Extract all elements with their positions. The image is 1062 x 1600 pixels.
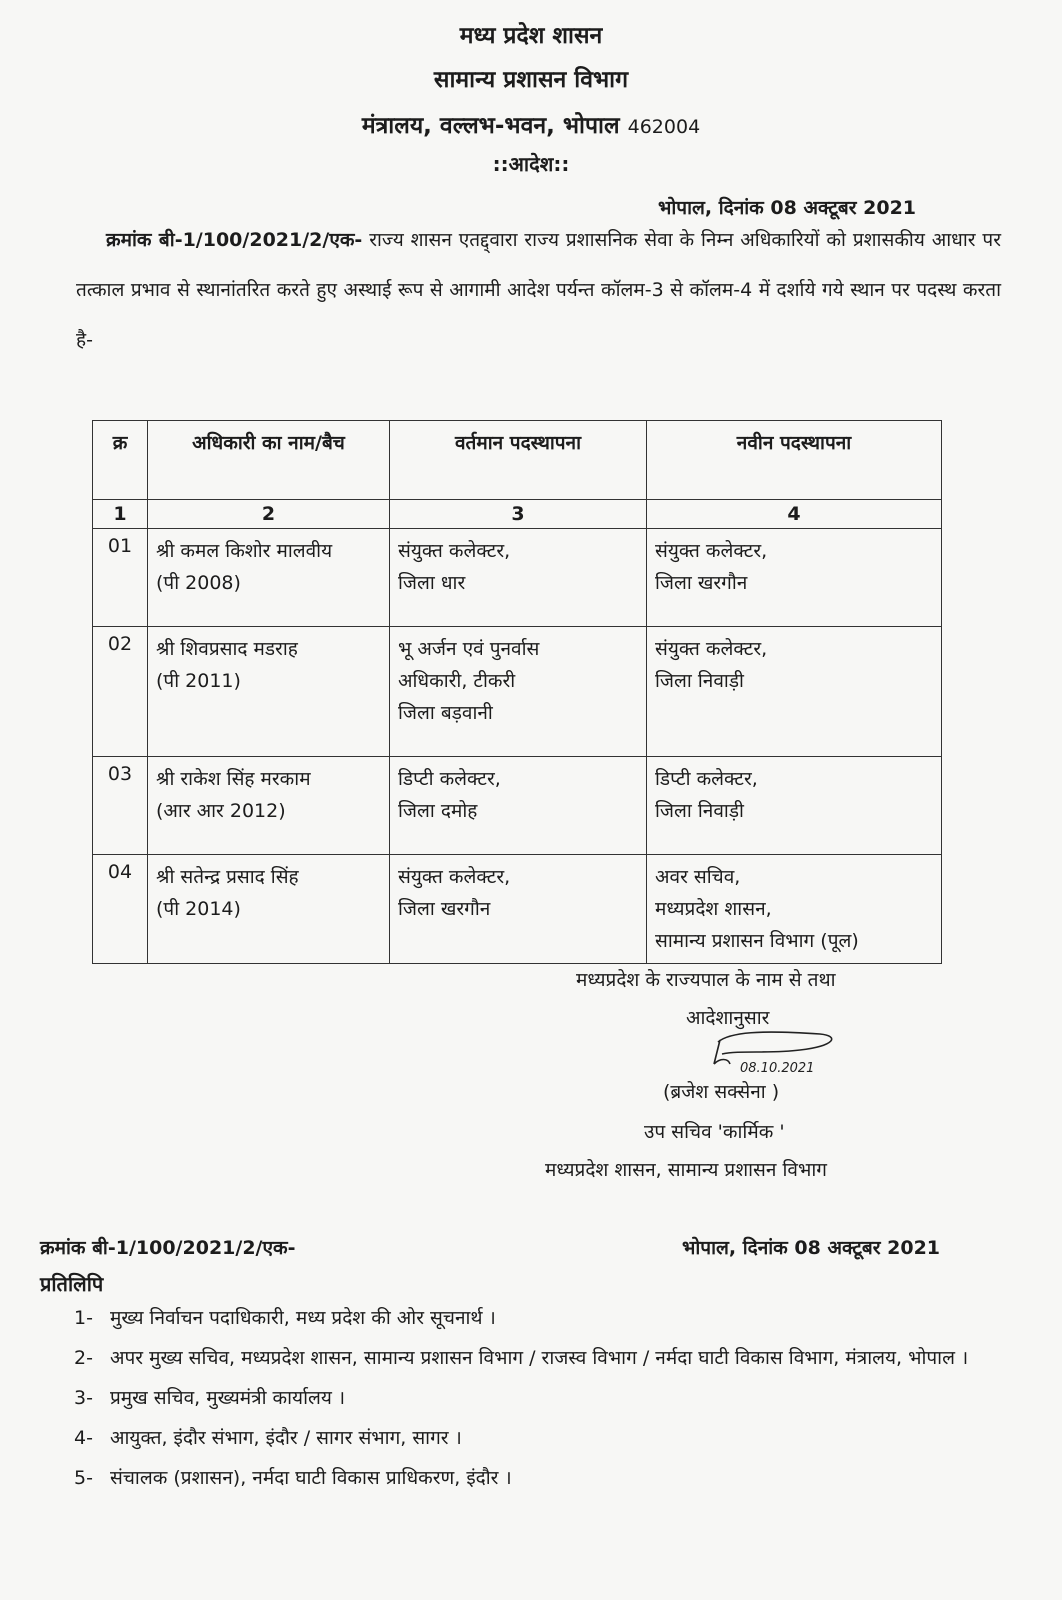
row-officer — [148, 627, 390, 757]
posting-line: भू अर्जन एवं पुनर्वास — [398, 638, 540, 660]
row-officer — [148, 855, 390, 964]
posting-line: जिला बड़वानी — [398, 702, 493, 724]
signatory-department: मध्यप्रदेश शासन, सामान्य प्रशासन विभाग — [545, 1159, 827, 1181]
officer-batch: (पी 2008) — [156, 572, 241, 594]
header-pin: 462004 — [627, 116, 701, 138]
table-row — [93, 627, 942, 757]
signature-authority-line: मध्यप्रदेश के राज्यपाल के नाम से तथा — [576, 969, 836, 991]
header-current-posting: वर्तमान पदस्थापना — [390, 421, 647, 500]
copy-date: भोपाल, दिनांक 08 अक्टूबर 2021 — [682, 1237, 941, 1259]
posting-line: जिला निवाड़ी — [655, 670, 744, 692]
table-row — [93, 529, 942, 627]
item-number: 4- — [74, 1427, 93, 1449]
copy-heading: प्रतिलिपि — [40, 1272, 104, 1296]
posting-line: संयुक्त कलेक्टर, — [655, 638, 768, 660]
list-item — [74, 1300, 994, 1336]
row-current-posting — [390, 627, 647, 757]
posting-line: संयुक्त कलेक्टर, — [655, 540, 768, 562]
item-text: प्रमुख सचिव, मुख्यमंत्री कार्यालय । — [110, 1387, 346, 1409]
posting-line: जिला खरगौन — [398, 898, 491, 920]
order-paragraph — [76, 215, 1001, 365]
posting-line: जिला खरगौन — [655, 572, 748, 594]
col-number: 2 — [148, 500, 390, 529]
posting-line: डिप्टी कलेक्टर, — [655, 768, 758, 790]
officer-name: श्री कमल किशोर मालवीय — [156, 540, 333, 562]
officer-batch: (आर आर 2012) — [156, 800, 286, 822]
row-sr: 01 — [93, 529, 148, 627]
officer-batch: (पी 2014) — [156, 898, 241, 920]
table-row — [93, 855, 942, 964]
signatory-designation: उप सचिव 'कार्मिक ' — [644, 1121, 785, 1143]
signatory-name: (ब्रजेश सक्सेना ) — [663, 1081, 780, 1103]
item-number: 5- — [74, 1467, 93, 1489]
header-new-posting: नवीन पदस्थापना — [647, 421, 942, 500]
officer-batch: (पी 2011) — [156, 670, 241, 692]
transfer-table — [92, 420, 942, 964]
table-header-row — [93, 421, 942, 500]
posting-line: अधिकारी, टीकरी — [398, 670, 516, 692]
row-new-posting — [647, 855, 942, 964]
header-address-text: मंत्रालय, वल्लभ-भवन, भोपाल — [361, 113, 620, 139]
header-address — [0, 108, 1062, 140]
header-government: मध्य प्रदेश शासन — [459, 23, 603, 49]
list-item — [74, 1380, 994, 1416]
signature-order-line: आदेशानुसार — [686, 1007, 770, 1029]
item-number: 2- — [74, 1347, 93, 1369]
posting-line: संयुक्त कलेक्टर, — [398, 540, 511, 562]
officer-name: श्री शिवप्रसाद मडराह — [156, 638, 298, 660]
posting-line: जिला धार — [398, 572, 466, 594]
posting-line: मध्यप्रदेश शासन, — [655, 898, 772, 920]
posting-line: सामान्य प्रशासन विभाग (पूल) — [655, 930, 859, 952]
item-text: संचालक (प्रशासन), नर्मदा घाटी विकास प्राधिकरण, इंदौर । — [110, 1467, 512, 1489]
col-number: 1 — [93, 500, 148, 529]
row-current-posting — [390, 855, 647, 964]
officer-name: श्री सतेन्द्र प्रसाद सिंह — [156, 866, 299, 888]
row-current-posting — [390, 757, 647, 855]
row-sr: 04 — [93, 855, 148, 964]
row-officer — [148, 757, 390, 855]
list-item — [74, 1420, 994, 1456]
officer-name: श्री राकेश सिंह मरकाम — [156, 768, 311, 790]
posting-line: डिप्टी कलेक्टर, — [398, 768, 501, 790]
header-department: सामान्य प्रशासन विभाग — [433, 67, 629, 93]
table-row — [93, 757, 942, 855]
column-number-row — [93, 500, 942, 529]
item-text: मुख्य निर्वाचन पदाधिकारी, मध्य प्रदेश की ओर सूचनार्थ । — [110, 1307, 496, 1329]
posting-line: जिला दमोह — [398, 800, 478, 822]
item-number: 1- — [74, 1307, 93, 1329]
posting-line: अवर सचिव, — [655, 866, 741, 888]
posting-line: जिला निवाड़ी — [655, 800, 744, 822]
item-text: आयुक्त, इंदौर संभाग, इंदौर / सागर संभाग, सागर । — [110, 1427, 462, 1449]
row-new-posting — [647, 529, 942, 627]
col-number: 4 — [647, 500, 942, 529]
header-sr: क्र — [93, 421, 148, 500]
row-new-posting — [647, 757, 942, 855]
copy-recipient-list — [74, 1300, 994, 1500]
header-name: अधिकारी का नाम/बैच — [148, 421, 390, 500]
list-item — [74, 1460, 994, 1496]
order-text: राज्य शासन एतद्द्वारा राज्य प्रशासनिक सेवा के निम्न अधिकारियों को प्रशासकीय आधार पर तत्काल प्रभाव से स्थानांतरित करते हुए अस्थाई रूप से आगामी आदेश पर्यन्त कॉलम-3 से कॉलम-4 में दर्शाये गये स्थान पर पदस्थ करता है- — [76, 229, 1001, 351]
item-text: अपर मुख्य सचिव, मध्यप्रदेश शासन, सामान्य प्रशासन विभाग / राजस्व विभाग / नर्मदा घाटी विकास विभाग, मंत्रालय, भोपाल । — [110, 1347, 969, 1369]
posting-line: संयुक्त कलेक्टर, — [398, 866, 511, 888]
row-sr: 02 — [93, 627, 148, 757]
signature-date: 08.10.2021 — [740, 1061, 815, 1076]
item-number: 3- — [74, 1387, 93, 1409]
row-new-posting — [647, 627, 942, 757]
order-title: ::आदेश:: — [492, 152, 570, 176]
list-item — [74, 1340, 994, 1376]
order-ref-no: क्रमांक बी-1/100/2021/2/एक- — [106, 229, 363, 251]
col-number: 3 — [390, 500, 647, 529]
order-date: भोपाल, दिनांक 08 अक्टूबर 2021 — [658, 197, 917, 219]
row-current-posting — [390, 529, 647, 627]
handwritten-signature — [700, 1024, 870, 1079]
row-officer — [148, 529, 390, 627]
copy-ref-no: क्रमांक बी-1/100/2021/2/एक- — [40, 1237, 296, 1259]
row-sr: 03 — [93, 757, 148, 855]
